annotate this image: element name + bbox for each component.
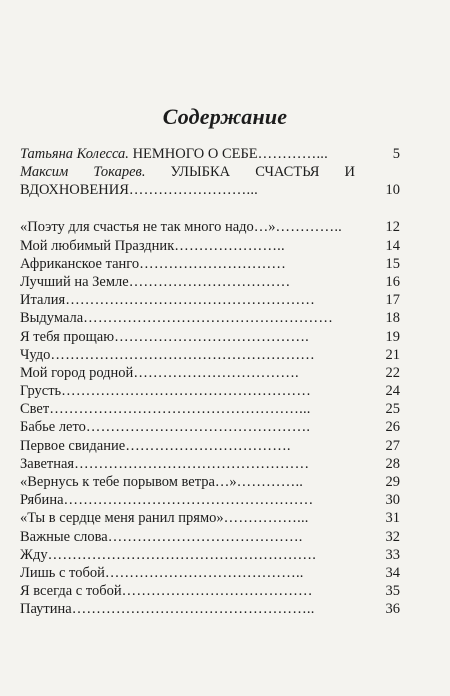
toc-entry-title-line1 [20,164,355,182]
poem-title: «Поэту для счастья не так много надо…» [20,219,276,236]
page-number: 10 [385,181,400,198]
poem-title: Мой любимый Праздник [20,237,175,254]
page-number: 31 [385,510,400,527]
toc-entry [20,546,400,564]
leader-dots: …………………………………. [114,328,310,345]
poem-title: «Вернусь к тебе порывом ветра…» [20,474,237,491]
toc-entry-title [20,510,309,526]
author-name: Максим Токарев. [20,163,146,180]
leader-dots: ………………………………………. [85,419,311,436]
section-title-part1: УЛЫБКА СЧАСТЬЯ И [145,163,355,180]
page-number: 30 [385,492,400,509]
section-spacer [20,199,400,218]
page-number: 12 [385,219,400,236]
poem-title: «Ты в сердце меня ранил прямо» [20,510,224,527]
page-number: 15 [385,255,400,272]
toc-entry-title [20,492,313,508]
leader-dots: …………………………… [128,273,291,290]
toc-entry-title [20,529,303,545]
toc-entry-title [20,601,315,617]
toc-entry [20,509,400,527]
poem-title: Важные слова [20,528,108,545]
poem-list [20,218,400,618]
toc-entry [20,455,400,473]
toc-entry-title [20,401,311,417]
toc-entry [20,437,400,455]
author-name: Татьяна Колесса. [20,146,129,162]
poem-title: Лучший на Земле [20,273,129,290]
leader-dots: …………………………………………… [61,383,312,400]
leader-dots: …………………………………………… [63,492,314,509]
leader-dots: ………………………… [139,255,287,272]
toc-entry-title [20,565,304,581]
page-number: 32 [385,528,400,545]
page-number: 19 [385,328,400,345]
leader-dots: ………………………………………….. [71,601,315,618]
leader-dots: ………………………………….. [104,564,304,581]
page-number: 34 [385,564,400,581]
page-number: 29 [385,474,400,491]
toc-entry-title [20,146,328,162]
toc-entry [20,364,400,382]
page-number: 35 [385,583,400,600]
poem-title: Чудо [20,346,51,363]
toc-entry [20,328,400,346]
toc-entry [20,255,400,273]
leader-dots: ………………….. [174,237,285,254]
toc-entry [20,600,400,618]
leader-dots: ……………………... [128,181,258,198]
toc-entry [20,218,400,236]
page-number: 21 [385,346,400,363]
poem-title: Африканское танго [20,255,140,272]
toc-entry [20,382,400,400]
page-title: Содержание [162,104,288,129]
toc-entry-title [20,365,299,381]
poem-title: Выдумала [20,310,84,327]
toc-entry [20,237,400,255]
poem-title: Паутина [20,601,72,618]
leader-dots: ………….. [275,219,342,236]
leader-dots: ………………………………… [121,583,313,600]
toc-entry-intro-author-1 [20,146,400,164]
leader-dots: ………….. [236,474,304,491]
section-title-part2: ВДОХНОВЕНИЯ [20,181,129,198]
toc-entry [20,473,400,491]
toc-entry-title [20,256,286,272]
page-number: 22 [385,364,400,381]
toc-entry-title [20,329,309,345]
poem-title: Грусть [20,383,62,400]
poem-title: Бабье лето [20,419,86,436]
toc-entry [20,418,400,436]
page-number: 33 [385,546,400,563]
poem-title: Первое свидание [20,437,126,454]
poem-title: Лишь с тобой [20,564,105,581]
toc-entry [20,528,400,546]
leader-dots: ……………………………………………... [49,401,311,418]
toc-entry-title [20,292,315,308]
leader-dots: ………………………………………………. [47,546,317,563]
toc-entry [20,346,400,364]
page-number: 5 [392,146,400,162]
leader-dots: ……………………………. [125,437,291,454]
leader-dots: …………... [257,146,328,162]
leader-dots: ……………………………………………… [50,346,315,363]
poem-title: Мой город родной [20,364,134,381]
toc-entry-title [20,474,303,490]
page-number: 24 [385,383,400,400]
leader-dots: …………………………………………… [65,292,316,309]
poem-title: Рябина [20,492,64,509]
toc-entry-title [20,547,316,563]
page-number: 36 [385,601,400,618]
leader-dots: ……………... [223,510,309,527]
toc-entry-title [20,274,290,290]
page-number: 18 [385,310,400,327]
page-number: 17 [385,292,400,309]
toc-entry [20,309,400,327]
leader-dots: ……………………………. [133,364,299,381]
toc-entry [20,273,400,291]
toc-entry-title [20,456,309,472]
poem-title: Жду [20,546,48,563]
poem-title: Италия [20,292,66,309]
toc-entry-title [20,347,315,363]
toc-entry-title [20,383,311,399]
page-number: 28 [385,455,400,472]
toc-entry [20,291,400,309]
section-title: НЕМНОГО О СЕБЕ [128,146,258,162]
page-number: 14 [385,237,400,254]
toc-entry [20,564,400,582]
page-number: 16 [385,273,400,290]
leader-dots: ………………………………………… [74,455,310,472]
page-number: 26 [385,419,400,436]
toc-entry-title [20,419,310,435]
leader-dots: …………………………………………… [83,310,334,327]
toc-entry-title [20,583,313,599]
toc-entry [20,491,400,509]
poem-title: Я тебя прощаю [20,328,115,345]
toc-entry [20,400,400,418]
toc-entry-title [20,438,291,454]
toc-entry [20,582,400,600]
leader-dots: …………………………………. [107,528,303,545]
poem-title: Я всегда с тобой [20,583,122,600]
toc-entry-title [20,219,342,235]
toc-entry-title-line2 [20,182,400,200]
page-number: 27 [385,437,400,454]
table-of-contents [20,146,400,619]
toc-entry-title [20,238,285,254]
page-number: 25 [385,401,400,418]
toc-entry-intro-author-2 [20,164,400,200]
toc-entry-title [20,310,333,326]
poem-title: Свет [20,401,50,418]
poem-title: Заветная [20,455,75,472]
